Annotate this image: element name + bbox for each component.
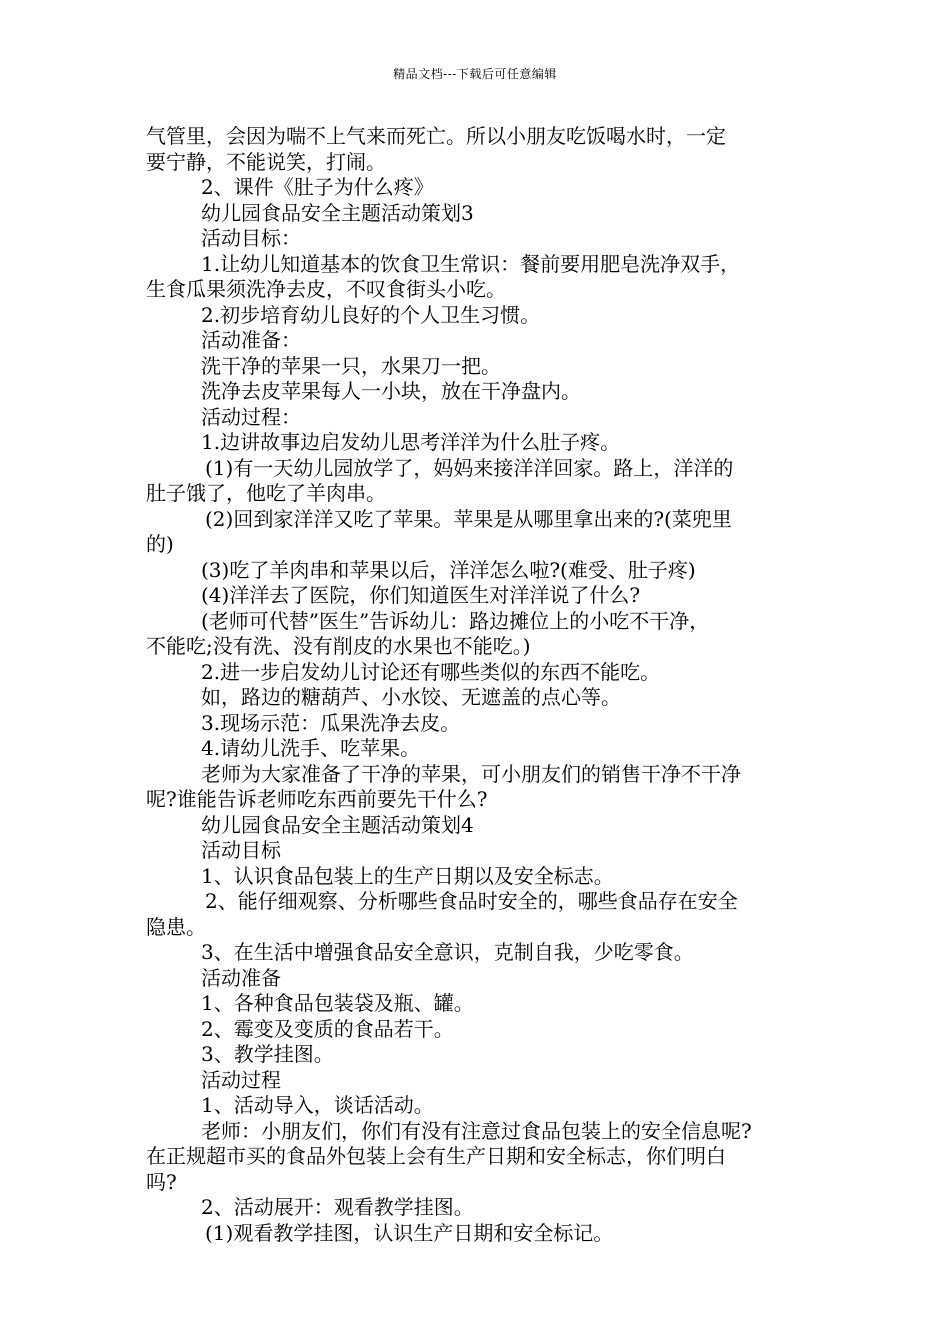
- text-line: 肚子饿了，他吃了羊肉串。: [146, 481, 386, 505]
- text-line: 吗?: [146, 1169, 177, 1194]
- text-line: 活动目标：: [201, 226, 301, 250]
- text-line: 不能吃;没有洗、没有削皮的水果也不能吃。): [146, 634, 531, 658]
- text-line: 的): [146, 532, 174, 556]
- text-line: 气管里，会因为喘不上气来而死亡。所以小朋友吃饭喝水时，一定: [146, 124, 726, 148]
- text-line: (4)洋洋去了医院，你们知道医生对洋洋说了什么?: [201, 583, 641, 607]
- text-line: 4.请幼儿洗手、吃苹果。: [201, 736, 421, 760]
- text-line: (1)观看教学挂图，认识生产日期和安全标记。: [205, 1220, 614, 1245]
- text-line: 活动准备: [201, 965, 281, 990]
- text-line: 老师：小朋友们，你们有没有注意过食品包装上的安全信息呢?: [201, 1118, 752, 1143]
- text-line: 3.现场示范：瓜果洗净去皮。: [201, 710, 461, 735]
- text-line: (1)有一天幼儿园放学了，妈妈来接洋洋回家。路上，洋洋的: [205, 455, 734, 480]
- text-line: 1、各种食品包装袋及瓶、罐。: [201, 991, 474, 1015]
- text-line: (3)吃了羊肉串和苹果以后，洋洋怎么啦?(难受、肚子疼): [201, 557, 696, 582]
- text-line: 要宁静，不能说笑，打闹。: [146, 149, 386, 174]
- text-line: 洗净去皮苹果每人一小块，放在干净盘内。: [201, 379, 581, 403]
- text-line: 老师为大家准备了干净的苹果，可小朋友们的销售干净不干净: [201, 761, 741, 786]
- text-line: 活动准备：: [201, 328, 301, 352]
- text-line: 幼儿园食品安全主题活动策划3: [201, 200, 474, 225]
- text-line: 2、能仔细观察、分析哪些食品时安全的，哪些食品存在安全: [205, 889, 738, 913]
- text-line: (2)回到家洋洋又吃了苹果。苹果是从哪里拿出来的?(菜兜里: [205, 506, 732, 531]
- text-line: 1、认识食品包装上的生产日期以及安全标志。: [201, 863, 614, 888]
- text-line: 2、活动展开：观看教学挂图。: [201, 1195, 474, 1219]
- text-line: 1.边讲故事边启发幼儿思考洋洋为什么肚子疼。: [201, 430, 621, 454]
- text-line: 活动过程：: [201, 404, 301, 429]
- text-line: 2、课件《肚子为什么疼》: [201, 175, 434, 199]
- document-body: [146, 124, 814, 1246]
- page-header: 精品文档---下载后可任意编辑: [393, 67, 557, 81]
- text-line: 如，路边的糖葫芦、小水饺、无遮盖的点心等。: [201, 685, 621, 709]
- text-line: 1、活动导入，谈话活动。: [201, 1093, 434, 1117]
- text-line: 2、霉变及变质的食品若干。: [201, 1016, 454, 1041]
- text-line: 3、在生活中增强食品安全意识，克制自我，少吃零食。: [201, 940, 694, 964]
- text-line: 在正规超市买的食品外包装上会有生产日期和安全标志，你们明白: [146, 1144, 726, 1168]
- text-line: 活动过程: [201, 1067, 281, 1092]
- text-line: 活动目标: [201, 838, 281, 862]
- text-line: 隐患。: [146, 914, 206, 939]
- text-line: 3、教学挂图。: [201, 1042, 334, 1066]
- text-line: 呢?谁能告诉老师吃东西前要先干什么?: [146, 787, 488, 811]
- text-line: 2.进一步启发幼儿讨论还有哪些类似的东西不能吃。: [201, 659, 661, 684]
- text-line: 生食瓜果须洗净去皮，不叹食街头小吃。: [146, 277, 506, 301]
- text-line: 1.让幼儿知道基本的饮食卫生常识：餐前要用肥皂洗净双手，: [201, 251, 741, 276]
- text-line: 洗干净的苹果一只，水果刀一把。: [201, 353, 501, 378]
- text-line: (老师可代替”医生”告诉幼儿：路边摊位上的小吃不干净，: [201, 608, 710, 633]
- text-line: 2.初步培育幼儿良好的个人卫生习惯。: [201, 302, 541, 327]
- text-line: 幼儿园食品安全主题活动策划4: [201, 812, 474, 837]
